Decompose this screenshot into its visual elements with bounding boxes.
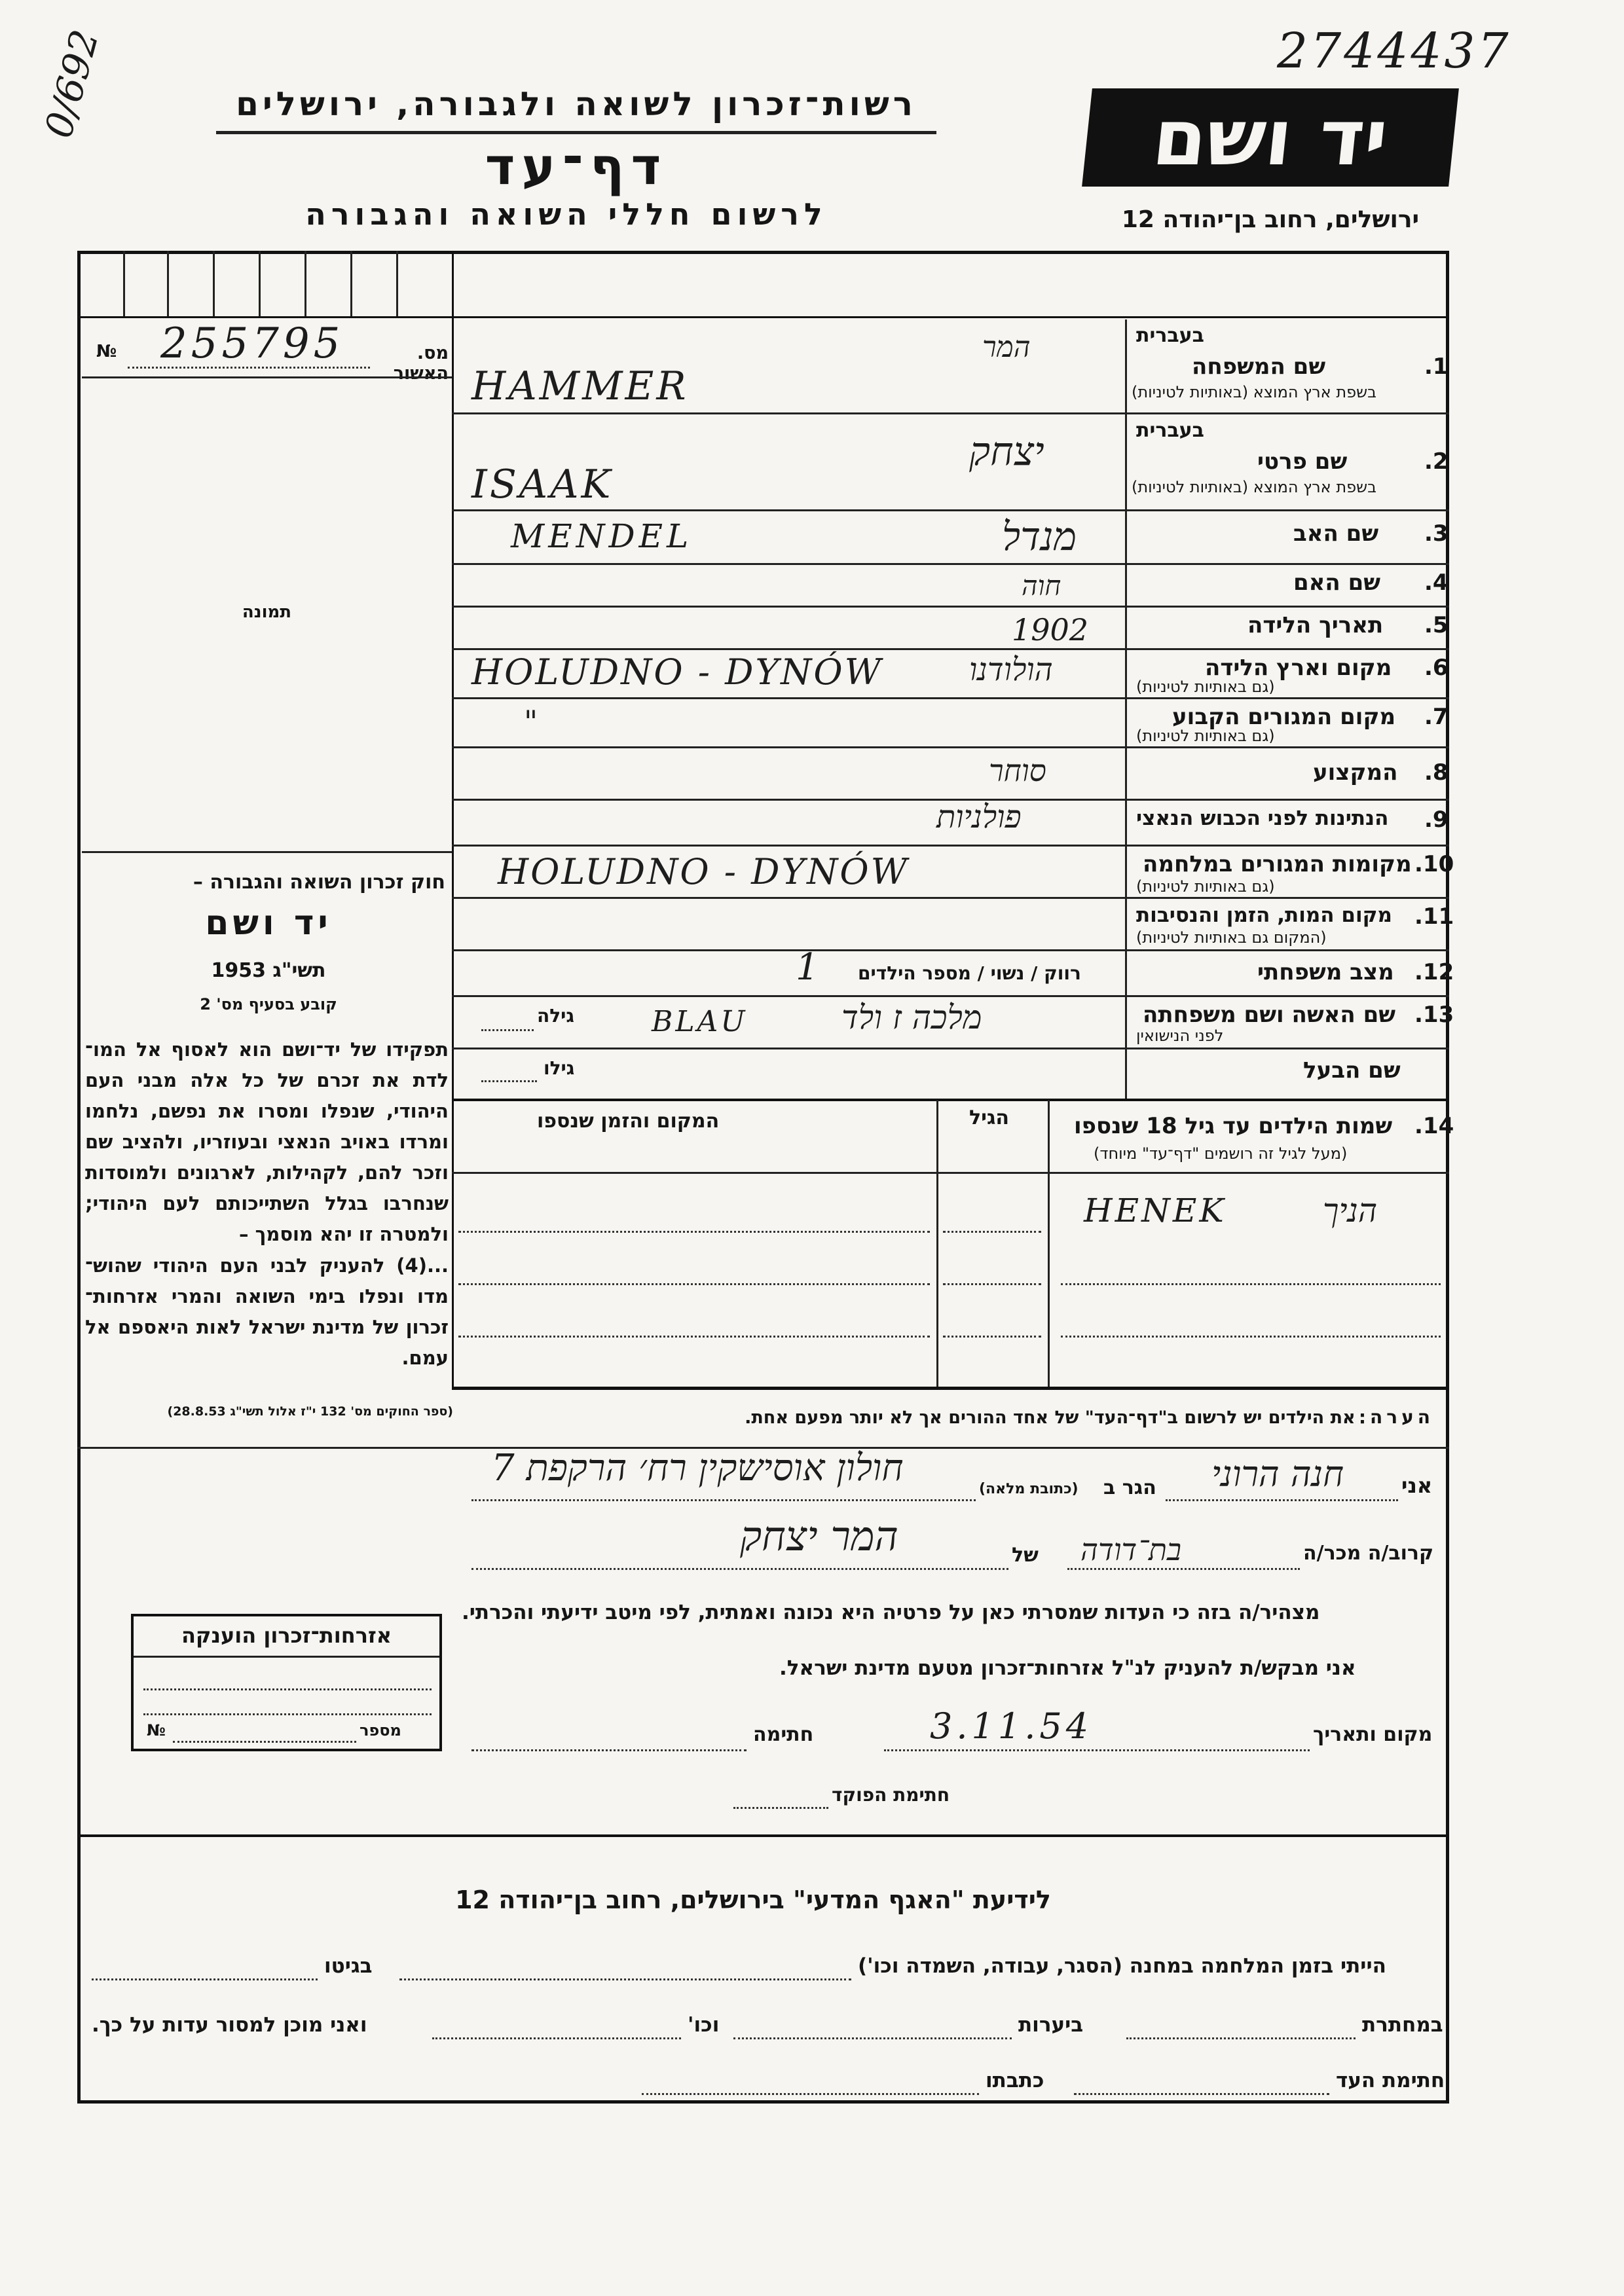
wife-age-label: גילה — [537, 1005, 574, 1027]
law-name: יד ושם — [205, 903, 332, 943]
address: ירושלים, רחוב בן־יהודה 12 — [1121, 206, 1420, 233]
field-sublabel: (גם באותיות לטיניות) — [1136, 678, 1275, 696]
form-subtitle: לרשום חללי השואה והגבורה — [305, 196, 828, 232]
row-line — [452, 949, 1449, 951]
age-dotted — [943, 1336, 1041, 1338]
field-sublabel: לפני הנישואין — [1136, 1027, 1224, 1045]
law-title: חוק זכרון השואה והגבורה – — [193, 871, 445, 894]
form-title: דף־עד — [485, 137, 668, 196]
relation-of-value: המר יצחק — [740, 1512, 898, 1560]
request-text: אני מבקש/ת להעניק לנ"ל אזרחות־זכרון מטעם מדינת ישראל. — [779, 1656, 1356, 1680]
witness-signature-line — [1074, 2093, 1329, 2095]
child-name-latin: HENEK — [1084, 1192, 1227, 1230]
child-name-hebrew: הניך — [1323, 1192, 1378, 1230]
band-tick — [123, 251, 125, 316]
row-line — [452, 412, 1449, 414]
underground-line — [1126, 2037, 1356, 2039]
field-label: מקומות המגורים במלחמה — [1143, 851, 1412, 877]
info-title: לידיעת "האגף המדעי" בירושלים, רחוב בן־יהודה 12 — [455, 1886, 1051, 1914]
witness-signature-label: חתימת העד — [1336, 2069, 1445, 2092]
field-label: מקום המות, הזמן והנסיבות — [1136, 903, 1392, 927]
wartime-residence-value: HOLUDNO - DYNÓW — [498, 851, 910, 892]
forests-label: ביערות — [1018, 2013, 1084, 2037]
band-tick — [213, 251, 215, 316]
field-label: שם המשפחה — [1192, 354, 1326, 380]
law-text-2: ...(4) להעניק לבני העם היהודי שהוש־ מדו ונפלו בימי השואה והמרי אזרחות־ זכרון של מדינת ישראל לאות היאספם אל עמם. — [85, 1254, 449, 1369]
note — [458, 1406, 1434, 1428]
citizenship-number-label: מספר — [360, 1721, 401, 1740]
citizenship-dotted-2 — [143, 1713, 432, 1715]
field-number: 1. — [1424, 354, 1449, 380]
row-line — [452, 897, 1449, 899]
birth-place-latin: HOLUDNO - DYNÓW — [471, 651, 883, 693]
birth-date-value: 1902 — [1012, 612, 1089, 647]
archive-number: 2744437 — [1277, 23, 1511, 79]
field-label: המקצוע — [1313, 759, 1398, 786]
age-column-right — [1048, 1100, 1050, 1388]
citizenship-number-sign: № — [147, 1721, 166, 1740]
photo-box-bottom — [82, 851, 452, 853]
signature-line — [471, 1749, 747, 1751]
field-number: 11. — [1414, 903, 1454, 930]
children-label: שמות הילדים עד גיל 18 שנספו — [1074, 1113, 1393, 1139]
note-text: את הילדים יש לרשום ב"דף־העד" של אחד ההורים אך לא יותר מפעם אחת. — [745, 1408, 1356, 1428]
address-line — [471, 1499, 976, 1501]
age-dotted — [943, 1283, 1041, 1285]
husband-age-line — [481, 1080, 537, 1082]
field-label: מצב משפחתי — [1257, 959, 1394, 985]
relation-value: בת־דודה — [1080, 1532, 1182, 1567]
place-date-value: 3.11.54 — [930, 1705, 1093, 1747]
place-dotted — [458, 1283, 930, 1285]
approval-number-label: מס. האשור — [393, 343, 449, 384]
hebrew-label: בעברית — [1136, 324, 1204, 347]
name-dotted — [1061, 1283, 1441, 1285]
field-number: 10. — [1414, 851, 1454, 877]
place-dotted — [458, 1336, 930, 1338]
row-line — [452, 648, 1449, 650]
place-column-header: המקום והזמן שנספו — [537, 1110, 720, 1133]
of-label: של — [1012, 1544, 1039, 1567]
info-top-line — [77, 1834, 1449, 1837]
citizenship-dotted-1 — [143, 1688, 432, 1690]
first-name-hebrew: יצחק — [969, 429, 1044, 475]
row-line — [452, 509, 1449, 511]
row-line — [452, 606, 1449, 608]
children-sublabel: (מעל לגיל זה רושמים "דף־עד" מיוחד) — [1094, 1144, 1348, 1163]
field-sublabel: (גם באותיות לטיניות) — [1136, 877, 1275, 896]
band-tick — [167, 251, 169, 316]
address-hint: (כתובת מלאה) — [979, 1481, 1079, 1497]
i-label: אני — [1401, 1473, 1433, 1498]
residence-ditto-mark: " — [524, 704, 538, 739]
authority-title: רשות־זכרון לשואה ולגבורה, ירושלים — [236, 85, 917, 123]
row-line — [452, 563, 1449, 565]
row-line — [452, 995, 1449, 997]
law-source: (ספר החוקים מס' 132 י"ז אלול תשי"ג 28.8.53) — [167, 1404, 453, 1419]
husband-age-label: גילו — [544, 1057, 575, 1079]
approval-number-row — [82, 319, 449, 384]
approval-underline — [82, 376, 452, 378]
father-name-latin: MENDEL — [511, 517, 693, 555]
witness-address-line — [642, 2093, 979, 2095]
field-number: 9. — [1424, 807, 1449, 833]
row-line — [452, 1048, 1449, 1049]
relation-line — [1067, 1568, 1300, 1570]
mother-name-value: חוה — [1022, 570, 1061, 602]
band-tick — [350, 251, 352, 316]
citizenship-box — [131, 1614, 442, 1751]
birth-place-hebrew: הולודנו — [969, 651, 1053, 688]
official-signature-label: חתימת הפוקד — [832, 1784, 950, 1806]
field-label: שם פרטי — [1257, 448, 1348, 475]
ghetto-line — [92, 1978, 318, 1980]
citizenship-box-title: אזרחות־זכרון הוענקה — [181, 1623, 392, 1648]
field-number: 12. — [1414, 959, 1454, 985]
note-top-line — [452, 1387, 1449, 1390]
top-band-line — [77, 316, 1449, 318]
field-number: 5. — [1424, 612, 1449, 638]
age-dotted — [943, 1231, 1041, 1233]
note-label: הערה: — [1358, 1406, 1434, 1428]
field-sublabel: (המקום גם באותיות לטיניות) — [1136, 928, 1327, 947]
band-tick — [304, 251, 306, 316]
hebrew-label: בעברית — [1136, 419, 1204, 442]
children-count-value: 1 — [796, 946, 819, 989]
first-name-latin: ISAAK — [471, 462, 614, 507]
father-name-hebrew: מנדל — [1002, 514, 1077, 560]
field-label: מקום המגורים הקבוע — [1172, 704, 1396, 730]
corner-archive-mark: 0/692 — [36, 25, 107, 143]
etc-line — [432, 2037, 681, 2039]
profession-value: סוחר — [989, 753, 1046, 788]
field-sublabel: בשפת ארץ המוצא (באותיות לטיניות) — [1132, 383, 1376, 401]
etc-label: וכו' — [688, 2013, 720, 2037]
ghetto-label: בגיטו — [324, 1954, 373, 1978]
row-line — [452, 845, 1449, 847]
husband-name-label: שם הבעל — [1303, 1057, 1401, 1084]
field-label: הנתינות לפני הכבוש הנאצי — [1136, 807, 1389, 830]
field-number: 7. — [1424, 704, 1449, 730]
official-signature-line — [733, 1807, 828, 1809]
field-sublabel: בשפת ארץ המוצא (באותיות לטיניות) — [1132, 478, 1376, 496]
marital-options: רווק / נשוי / מספר הילדים — [858, 962, 1081, 984]
place-date-line — [884, 1749, 1310, 1751]
nationality-value: פולניות — [936, 799, 1022, 835]
declarant-name: חנה הרוני — [1211, 1453, 1344, 1495]
signature-label: חתימה — [753, 1723, 814, 1746]
children-header-line — [452, 1172, 1449, 1174]
row-line — [452, 697, 1449, 699]
law-year: תשי"ג 1953 — [211, 959, 326, 982]
law-clause: קובע בסעיף מס' 2 — [200, 995, 337, 1013]
place-date-label: מקום ותאריך — [1313, 1723, 1433, 1746]
approval-number-value: 255795 — [160, 319, 344, 368]
declarant-address: חולון אוסישקין רח׳ הרקפת 7 — [491, 1447, 904, 1489]
yad-vashem-logo: יד ושם — [1082, 88, 1459, 187]
band-tick — [396, 251, 398, 316]
name-dotted — [1061, 1336, 1441, 1338]
testimony-willing: ואני מוכן למסור עדות על כך. — [92, 2013, 367, 2037]
family-name-hebrew: המר — [982, 331, 1031, 364]
field-label: תאריך הלידה — [1247, 612, 1384, 638]
field-number: 2. — [1424, 448, 1449, 475]
row-line — [452, 746, 1449, 748]
declarant-name-line — [1166, 1499, 1398, 1501]
statement-text: מצהיר/ה בזה כי העדות שמסרתי כאן על פרטיה היא נכונה ואמתית, לפי מיטב ידיעתי והכרתי. — [462, 1601, 1320, 1624]
field-number: 8. — [1424, 759, 1449, 786]
field-label: שם האשה ושם משפחתה — [1143, 1002, 1396, 1028]
left-panel-divider — [452, 251, 454, 1387]
field-number: 13. — [1414, 1002, 1454, 1028]
field-label: שם האב — [1293, 520, 1379, 547]
field-label: מקום וארץ הלידה — [1205, 655, 1392, 681]
field-number: 14. — [1414, 1113, 1454, 1139]
family-name-latin: HAMMER — [471, 363, 689, 409]
camp-line — [399, 1978, 851, 1980]
wife-name-hebrew: מלכה ז ולד — [841, 998, 982, 1036]
field-sublabel: (גם באותיות לטיניות) — [1136, 727, 1275, 745]
age-column-header: הגיל — [969, 1106, 1009, 1129]
camp-label: הייתי בזמן המלחמה במחנה (הסגר, עבודה, השמדה וכו') — [858, 1954, 1386, 1978]
field-label: שם האם — [1293, 570, 1381, 596]
relative-label: קרוב/ה מכר/ה — [1303, 1542, 1434, 1565]
number-sign: № — [96, 342, 117, 361]
age-column-left — [936, 1100, 938, 1388]
field-number: 3. — [1424, 520, 1449, 547]
underground-label: במחתרת — [1362, 2013, 1443, 2037]
label-column-divider — [1125, 319, 1127, 1099]
wife-name-latin: BLAU — [652, 1005, 748, 1038]
witness-address-label: כתבתו — [986, 2069, 1044, 2092]
wife-age-line — [481, 1029, 534, 1031]
field-number: 4. — [1424, 570, 1449, 596]
photo-label: תמונה — [242, 602, 292, 622]
relation-of-line — [471, 1568, 1008, 1570]
section-line — [452, 1099, 1449, 1101]
field-number: 6. — [1424, 655, 1449, 681]
authority-underline — [216, 131, 936, 134]
place-dotted — [458, 1231, 930, 1233]
resides-label: הגר ב — [1103, 1476, 1156, 1499]
law-text-1: תפקידו של יד־ושם הוא לאסוף אל המו־ לדת את זכרם של כל אלה מבני העם היהודי, שנפלו ומסרו את נפשם, נלחמו ומרדו באויב הנאצי ובעוזריו, ולהציב שם וזכר להם, לקהילות, לארגונים ולמוסדות שנחרבו בגלל השתייכותם לעם היהודי; ולמטרה זו יהא מוסמך – — [85, 1038, 449, 1245]
citizenship-box-divider — [134, 1656, 439, 1658]
band-tick — [259, 251, 261, 316]
citizenship-number-line — [173, 1741, 356, 1743]
forests-line — [733, 2037, 1012, 2039]
